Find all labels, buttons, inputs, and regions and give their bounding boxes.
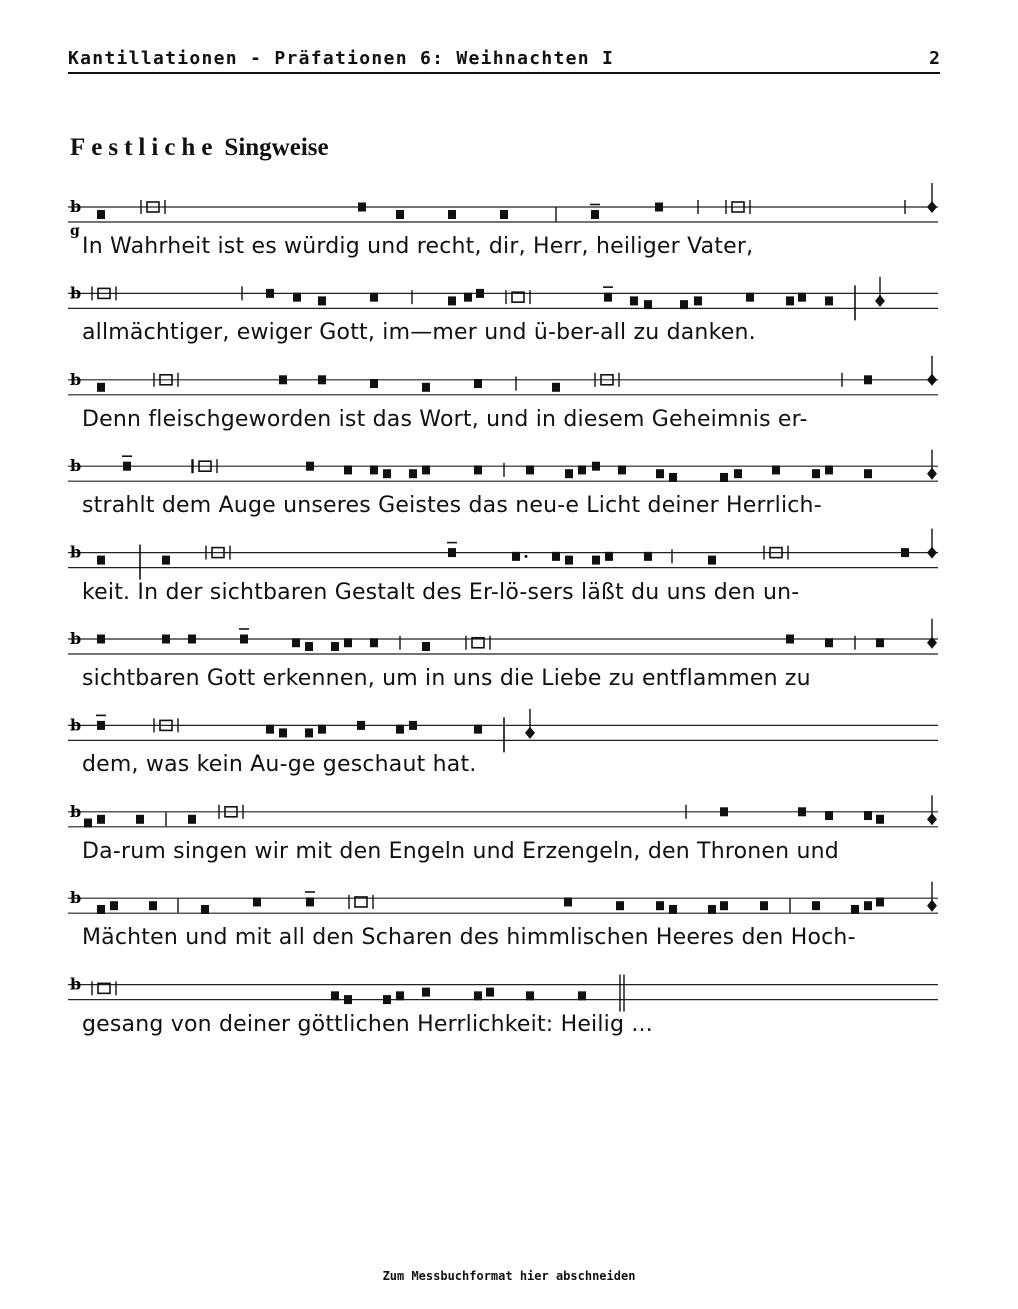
neume-note [409,721,417,730]
neume-note [422,383,430,392]
neume-note [474,991,482,1000]
neume-note [357,721,365,730]
neume-note [253,897,261,906]
neume-note [201,905,209,914]
neume-note [526,465,534,474]
neume-note [772,465,780,474]
neume-note [448,548,456,557]
neume-note [97,721,105,730]
lyric-line: allmächtiger, ewiger Gott, im—mer und ü-ber-all zu danken. [82,320,756,346]
neume-note [901,548,909,557]
flat-clef: b [70,283,82,303]
flat-clef: b [70,369,82,389]
neume-note [344,465,352,474]
lyric-line: Denn fleischgeworden ist das Wort, und in diesem Geheimnis er- [82,406,808,432]
neume-note [344,995,352,1004]
neume-note [110,901,118,910]
neume-note [655,203,663,212]
neume-note [851,905,859,914]
neume-note [825,296,833,305]
neume-note [149,901,157,910]
neume-note [526,991,534,1000]
neume-note [448,296,456,305]
neume-note [669,905,677,914]
flat-clef: b [70,888,82,908]
neume-note [798,293,806,302]
lyric-line: gesang von deiner göttlichen Herrlichkeit: Heilig ... [82,1011,653,1037]
neume-note [734,469,742,478]
neume-note [578,465,586,474]
neume-note [591,210,599,219]
neume-note [708,556,716,565]
lyric-line: keit. In der sichtbaren Gestalt des Er-lö-sers läßt du uns den un- [82,579,800,605]
flat-clef: b [70,715,82,735]
neume-note [422,642,430,651]
neume-note [448,210,456,219]
neume-note [564,897,572,906]
neume-note [383,995,391,1004]
neume-note [305,642,313,651]
neume-note [565,469,573,478]
flat-clef: b [70,456,82,476]
neume-note [97,905,105,914]
neume-note [825,638,833,647]
footer-cut-note: Zum Messbuchformat hier abschneiden [382,1269,636,1283]
neume-note [188,635,196,644]
neume-note [409,469,417,478]
neume-note [798,807,806,816]
neume-note [656,901,664,910]
lyric-line: sichtbaren Gott erkennen, um in uns die Liebe zu entflammen zu [82,666,811,691]
neume-note [136,815,144,824]
neume-note [656,469,664,478]
neume-note [358,203,366,212]
neume-note [97,815,105,824]
neume-note [279,375,287,384]
flat-clef: b [70,974,82,994]
flat-clef: b [70,197,82,216]
neume-note [592,462,600,471]
neume-note [825,811,833,820]
neume-note [306,897,314,906]
neume-note [370,465,378,474]
neume-note [306,462,314,471]
neume-note [644,300,652,309]
neume-note [720,901,728,910]
flat-clef: b [70,629,82,648]
neume-note [123,462,131,471]
neume-note [812,901,820,910]
neume-note [760,901,768,910]
neume-note [552,383,560,392]
section-title-rest: Singweise [224,134,329,161]
neume-note [565,556,573,565]
neume-note [474,465,482,474]
neume-note [604,293,612,302]
neume-note [552,552,560,561]
neume-note [746,293,754,302]
neume-note [305,728,313,737]
neume-note [592,556,600,565]
neume-note [864,811,872,820]
neume-note [370,293,378,302]
neume-note [669,473,677,482]
neume-note [162,635,170,644]
neume-note [422,465,430,474]
neume-note [293,293,301,302]
neume-note [266,289,274,298]
neume-note [618,465,626,474]
neume-note [680,300,688,309]
neume-note [97,635,105,644]
neume-note [240,635,248,644]
neume-note [605,552,613,561]
neume-note [396,725,404,734]
neume-note [396,210,404,219]
neume-note [825,465,833,474]
neume-note [97,383,105,392]
neume-note [370,379,378,388]
lyric-line: dem, was kein Au-ge geschaut hat. [82,752,477,778]
lyric-line: Mächten und mit all den Scharen des himmlischen Heeres den Hoch- [82,925,856,951]
neume-note [97,210,105,219]
neume-note [876,897,884,906]
neume-note [464,293,472,302]
neume-note [812,469,820,478]
neume-note [864,901,872,910]
lyric-line: Da-rum singen wir mit den Engeln und Erzengeln, den Thronen und [82,838,839,864]
neume-note [694,296,702,305]
lyric-line: strahlt dem Auge unseres Geistes das neu-e Licht deiner Herrlich- [82,493,822,519]
neume-note [786,635,794,644]
neume-note [630,296,638,305]
neume-note [344,638,352,647]
neume-note [512,552,520,561]
neume-note [476,289,484,298]
neume-note [864,469,872,478]
neume-note [864,375,872,384]
neume-note [876,638,884,647]
neume-note [474,725,482,734]
g-clef-letter: g [70,223,80,239]
lyric-line: In Wahrheit ist es würdig und recht, dir, Herr, heiliger Vater, [82,234,754,259]
neume-note [474,379,482,388]
punctum-dot [525,555,528,558]
neume-note [486,988,494,997]
header-title: Kantillationen - Präfationen 6: Weihnachten I [68,48,615,69]
neume-note [644,552,652,561]
neume-note [500,210,508,219]
flat-clef: b [70,801,82,821]
neume-note [318,296,326,305]
neume-note [876,815,884,824]
neume-note [84,819,92,828]
neume-note [370,638,378,647]
flat-clef: b [70,542,82,562]
page-number: 2 [929,48,940,69]
neume-note [422,988,430,997]
neume-note [266,725,274,734]
neume-note [616,901,624,910]
neume-note [318,375,326,384]
neume-note [97,556,105,565]
neume-note [578,991,586,1000]
neume-note [383,469,391,478]
neume-note [279,728,287,737]
neume-note [162,556,170,565]
neume-note [396,991,404,1000]
neume-note [188,815,196,824]
neume-note [292,638,300,647]
neume-note [720,473,728,482]
neume-note [331,991,339,1000]
neume-note [720,807,728,816]
neume-note [786,296,794,305]
neume-note [318,725,326,734]
neume-note [331,642,339,651]
neume-note [708,905,716,914]
section-title-spaced: Festliche [70,134,219,161]
